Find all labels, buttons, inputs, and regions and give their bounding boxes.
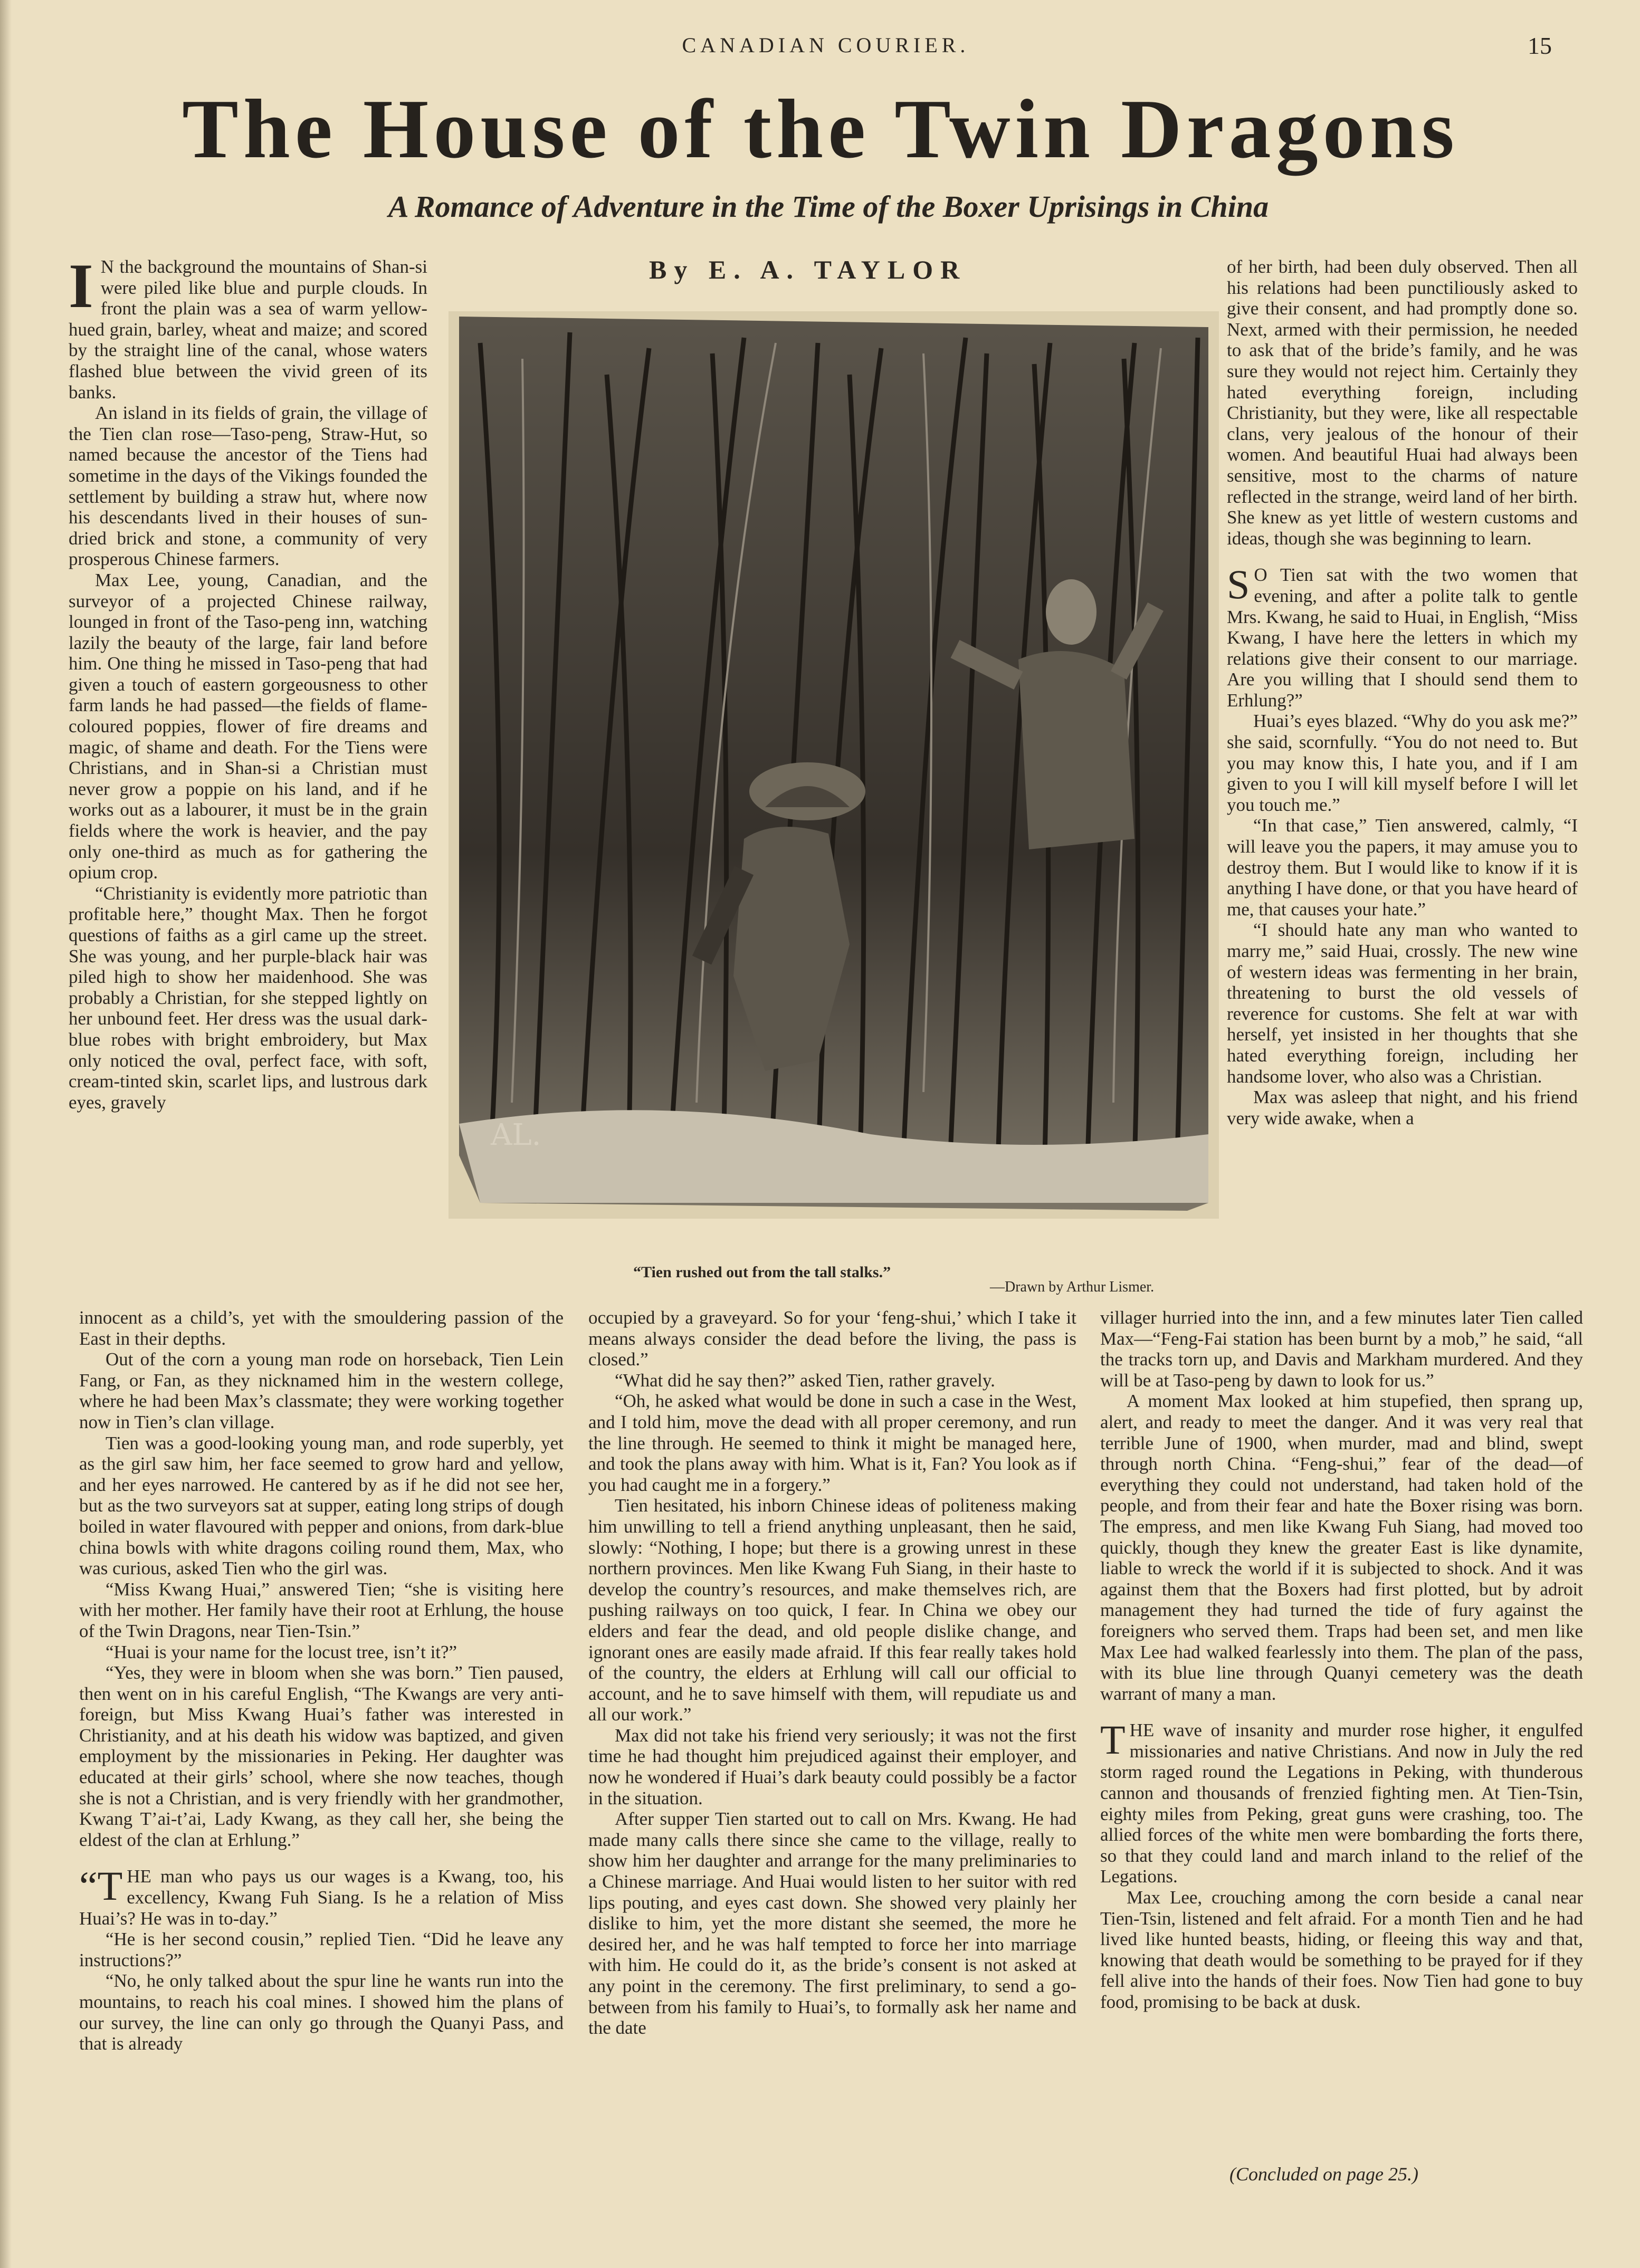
page-gutter-shadow — [0, 0, 12, 2268]
column-2-bottom — [588, 1307, 1076, 2246]
paragraph: An island in its fields of grain, the village of the Tien clan rose—Taso-peng, Straw-Hut, so named because the ancestor of the Tiens had sometime in the days of the Vikings founded the settlement by building a straw hut, where now his descendants lived in their houses of sun-dried brick and stone, a community of very prosperous Chinese farmers. — [69, 403, 427, 570]
section-initial: “T — [79, 1863, 123, 1909]
paragraph: Tien hesitated, his inborn Chinese ideas of politeness making him unwilling to tell a friend anything unpleasant, then he said, slowly: “Nothing, I hope; but there is a growing unrest in these northern provinces. Men like Kwang Fuh Siang, in their haste to develop the country’s resources, and make themselves rich, are pushing railways on too quick, I fear. In China we obey our elders and fear the dead, and old people dislike change, and ignorant ones are easily made afraid. If this fear really takes hold of the country, the elders at Erhlung will call our official to account, and he to save himself with them, will repudiate us and all our work.” — [588, 1495, 1076, 1725]
paragraph: Max was asleep that night, and his friend very wide awake, when a — [1227, 1087, 1578, 1128]
paragraph: “He is her second cousin,” replied Tien. “Did he leave any instructions?” — [79, 1929, 564, 1970]
paragraph: Huai’s eyes blazed. “Why do you ask me?” she said, scornfully. “You do not need to. But you may know this, I hate you, and if I am given to you I will kill myself before I will let you touch me.” — [1227, 711, 1578, 815]
paragraph: “In that case,” Tien answered, calmly, “I will leave you the papers, it may amuse you to destroy them. But I would like to know if it is anything I have done, or that you have heard of me, that causes your hate.” — [1227, 815, 1578, 920]
paragraph: “Yes, they were in bloom when she was born.” Tien paused, then went on in his careful English, “The Kwangs are very anti-foreign, but Miss Kwang Huai’s father was interested in Christianity, and at his death his widow was baptized, and given employment by the missionaries in Peking. Her daughter was educated at their girls’ school, where she now teaches, though she is not a Christian, and is very friendly with her grandmother, Kwang T’ai-t’ai, Lady Kwang, as they call her, she being the eldest of the clan at Erhlung.” — [79, 1662, 564, 1850]
continued-notice: (Concluded on page 25.) — [1229, 2164, 1418, 2185]
reeds-illustration — [449, 311, 1219, 1219]
paragraph: “Miss Kwang Huai,” answered Tien; “she is visiting here with her mother. Her family have their root at Erhlung, the house of the Twin Dragons, near Tien-Tsin.” — [79, 1578, 564, 1641]
paragraph: THE wave of insanity and murder rose higher, it engulfed missionaries and native Christians. And now in July the red storm raged round the Legations in Peking, with thunderous cannon and thousands of frenzied fighting men. At Tien-Tsin, eighty miles from Peking, great guns were crashing, too. The allied forces of the white men were bombarding the forts there, so that they could land and march inland to the relief of the Legations. — [1100, 1717, 1583, 1887]
drop-cap: I — [69, 256, 93, 321]
paragraph: Max Lee, young, Canadian, and the surveyor of a projected Chinese railway, lounged in front of the Taso-peng inn, watching lazily the beauty of the large, fair land before him. One thing he missed in Taso-peng that had given a touch of eastern gorgeousness to other farm lands he had passed—the fields of flame-coloured poppies, flower of fire dreams and magic, of shame and death. For the Tiens were Christians, and in Shan-si a Christian must never grow a poppie on his land, and if he works out as a labourer, it must be in the grain fields where the work is heavier, and the pay only one-third as much as for gathering the opium crop. — [69, 569, 427, 883]
column-1-top — [69, 256, 427, 1305]
paragraph: A moment Max looked at him stupefied, then sprang up, alert, and ready to meet the danger. And it was very real that terrible June of 1900, when murder, mad and blind, swept through north China. “Feng-shui,” fear of the dead—of everything they could not understand, had taken hold of the people, and from their fear and hate the Boxer rising was born. The empress, and men like Kwang Fuh Siang, had moved too quickly, though they knew the greater East is like dynamite, liable to wreck the world if it is subjected to shock. And it was against them that the Boxers had first plotted, but by adroit management they had turned the tide of fury against the foreigners who served them. Traps had been set, and men like Max Lee had walked fearlessly into them. The plan of the pass, with its blue line through Quanyi cemetery was the death warrant of many a man. — [1100, 1391, 1583, 1704]
paragraph: Max Lee, crouching among the corn beside a canal near Tien-Tsin, listened and felt afraid. For a month Tien and he had lived like hunted beasts, hiding, or fleeing this way and that, knowing that death would be something to be prayed for if they fell alive into the hands of their foes. Now Tien had gone to buy food, promising to be back at dusk. — [1100, 1887, 1583, 2012]
paragraph: I N the background the mountains of Shan-si were piled like blue and purple clouds. In front the plain was a sea of warm yellow-hued grain, barley, wheat and maize; and scored by the straight line of the canal, whose waters flashed blue between the vivid green of its banks. — [69, 256, 427, 403]
column-1-bottom — [79, 1307, 564, 2246]
paragraph: “I should hate any man who wanted to marry me,” said Huai, crossly. The new wine of western ideas was fermenting in her brain, threatening to burst the old vessels of reverence for customs. She felt at war with herself, yet insisted in her thoughts that she hated everything foreign, including her handsome lover, who also was a Christian. — [1227, 920, 1578, 1087]
illustration-caption: “Tien rushed out from the tall stalks.” — [633, 1264, 891, 1281]
story-title: The House of the Twin Dragons — [182, 82, 1459, 176]
paragraph: Out of the corn a young man rode on horseback, Tien Lein Fang, or Fan, as they nicknamed him in the western college, where he had been Max’s classmate; they were working together now in Tien’s clan village. — [79, 1349, 564, 1432]
paragraph: “Oh, he asked what would be done in such a case in the West, and I told him, move the dead with all proper ceremony, and run the line through. He seemed to think it might be managed here, and took the plans away with him. What is it, Fan? You look as if you had caught me in a forgery.” — [588, 1391, 1076, 1495]
column-3-bottom — [1100, 1307, 1583, 2162]
column-3-top — [1227, 256, 1578, 1290]
paragraph: S O Tien sat with the two women that evening, and after a polite talk to gentle Mrs. Kwang, he said to Huai, in English, “Miss Kwang, I have here the letters in which my relations give their consent to our marriage. Are you willing that I should send them to Erhlung?” — [1227, 561, 1578, 711]
section-initial: T — [1100, 1717, 1126, 1763]
paragraph: occupied by a graveyard. So for your ‘feng-shui,’ which I take it means always consider the dead before the living, the pass is closed.” — [588, 1307, 1076, 1370]
paragraph: Tien was a good-looking young man, and rode superbly, yet as the girl saw him, her face seemed to grow hard and yellow, and her eyes narrowed. He cantered by as if he did not see her, but as the two surveyors sat at supper, eating long strips of dough boiled in water flavoured with pepper and onions, from dark-blue china bowls with white dragons coiling round them, Max, who was curious, asked Tien who the girl was. — [79, 1432, 564, 1579]
page-number: 15 — [1528, 32, 1552, 59]
artist-initials: AL. — [491, 1118, 541, 1152]
story-subtitle: A Romance of Adventure in the Time of the Boxer Uprisings in China — [388, 189, 1269, 224]
paragraph: villager hurried into the inn, and a few minutes later Tien called Max—“Feng-Fai station has been burnt by a mob,” he said, “all the tracks torn up, and Davis and Markham murdered. And they will be at Taso-peng by dawn to look for us.” — [1100, 1307, 1583, 1391]
paragraph: innocent as a child’s, yet with the smouldering passion of the East in their depths. — [79, 1307, 564, 1349]
paragraph: “What did he say then?” asked Tien, rather gravely. — [615, 1370, 995, 1391]
paragraph: of her birth, had been duly observed. Then all his relations had been punctiliously asked to give their consent, and had promptly done so. Next, armed with their permission, he needed to ask that of the bride’s family, and he was sure they would not reject him. Certainly they hated everything foreign, including Christianity, but they were, like all respectable clans, very jealous of the honour of their women. And beautiful Huai had always been sensitive, most to the charms of nature reflected in the strange, weird land of her birth. She knew as yet little of western customs and ideas, though she was beginning to learn. — [1227, 256, 1578, 549]
paragraph: “No, he only talked about the spur line he wants run into the mountains, to reach his coal mines. I showed him the plans of our survey, the line can only go through the Quanyi Pass, and that is already — [79, 1970, 564, 2054]
illustration-credit: —Drawn by Arthur Lismer. — [990, 1279, 1155, 1295]
running-head: CANADIAN COURIER. — [682, 33, 970, 57]
story-illustration — [449, 311, 1219, 1219]
paragraph: After supper Tien started out to call on Mrs. Kwang. He had made many calls there since she came to the village, really to show him her daughter and arrange for the many preliminaries to a Chinese marriage. And Huai would listen to her suitor with red lips pouting, and eyes cast down. She showed very plainly her dislike to him, yet the more distant she seemed, the more he desired her, and he was half tempted to force her into marriage with him. He could do it, as the bride’s consent is not asked at any point in the ceremony. The first preliminary, to send a go-between from his family to Huai’s, to formally ask her name and the date — [588, 1808, 1076, 2039]
paragraph: Max did not take his friend very seriously; it was not the first time he had thought him prejudiced against their employer, and now he wondered if Huai’s dark beauty could possibly be a factor in the situation. — [588, 1725, 1076, 1808]
paragraph: “THE man who pays us our wages is a Kwang, too, his excellency, Kwang Fuh Siang. Is he a relation of Miss Huai’s? He was in to-day.” — [79, 1863, 564, 1929]
section-initial: S — [1227, 561, 1250, 608]
paragraph: “Christianity is evidently more patriotic than profitable here,” thought Max. Then he forgot questions of faiths as a girl came up the street. She was young, and her purple-black hair was piled high to show her maidenhood. She was probably a Christian, for she stepped lightly on her unbound feet. Her dress was the usual dark-blue robes with bright embroidery, but Max only noticed the oval, perfect face, with soft, cream-tinted skin, scarlet lips, and lustrous dark eyes, gravely — [69, 883, 427, 1113]
byline: By E. A. TAYLOR — [649, 255, 967, 284]
paragraph: “Huai is your name for the locust tree, isn’t it?” — [106, 1641, 457, 1662]
